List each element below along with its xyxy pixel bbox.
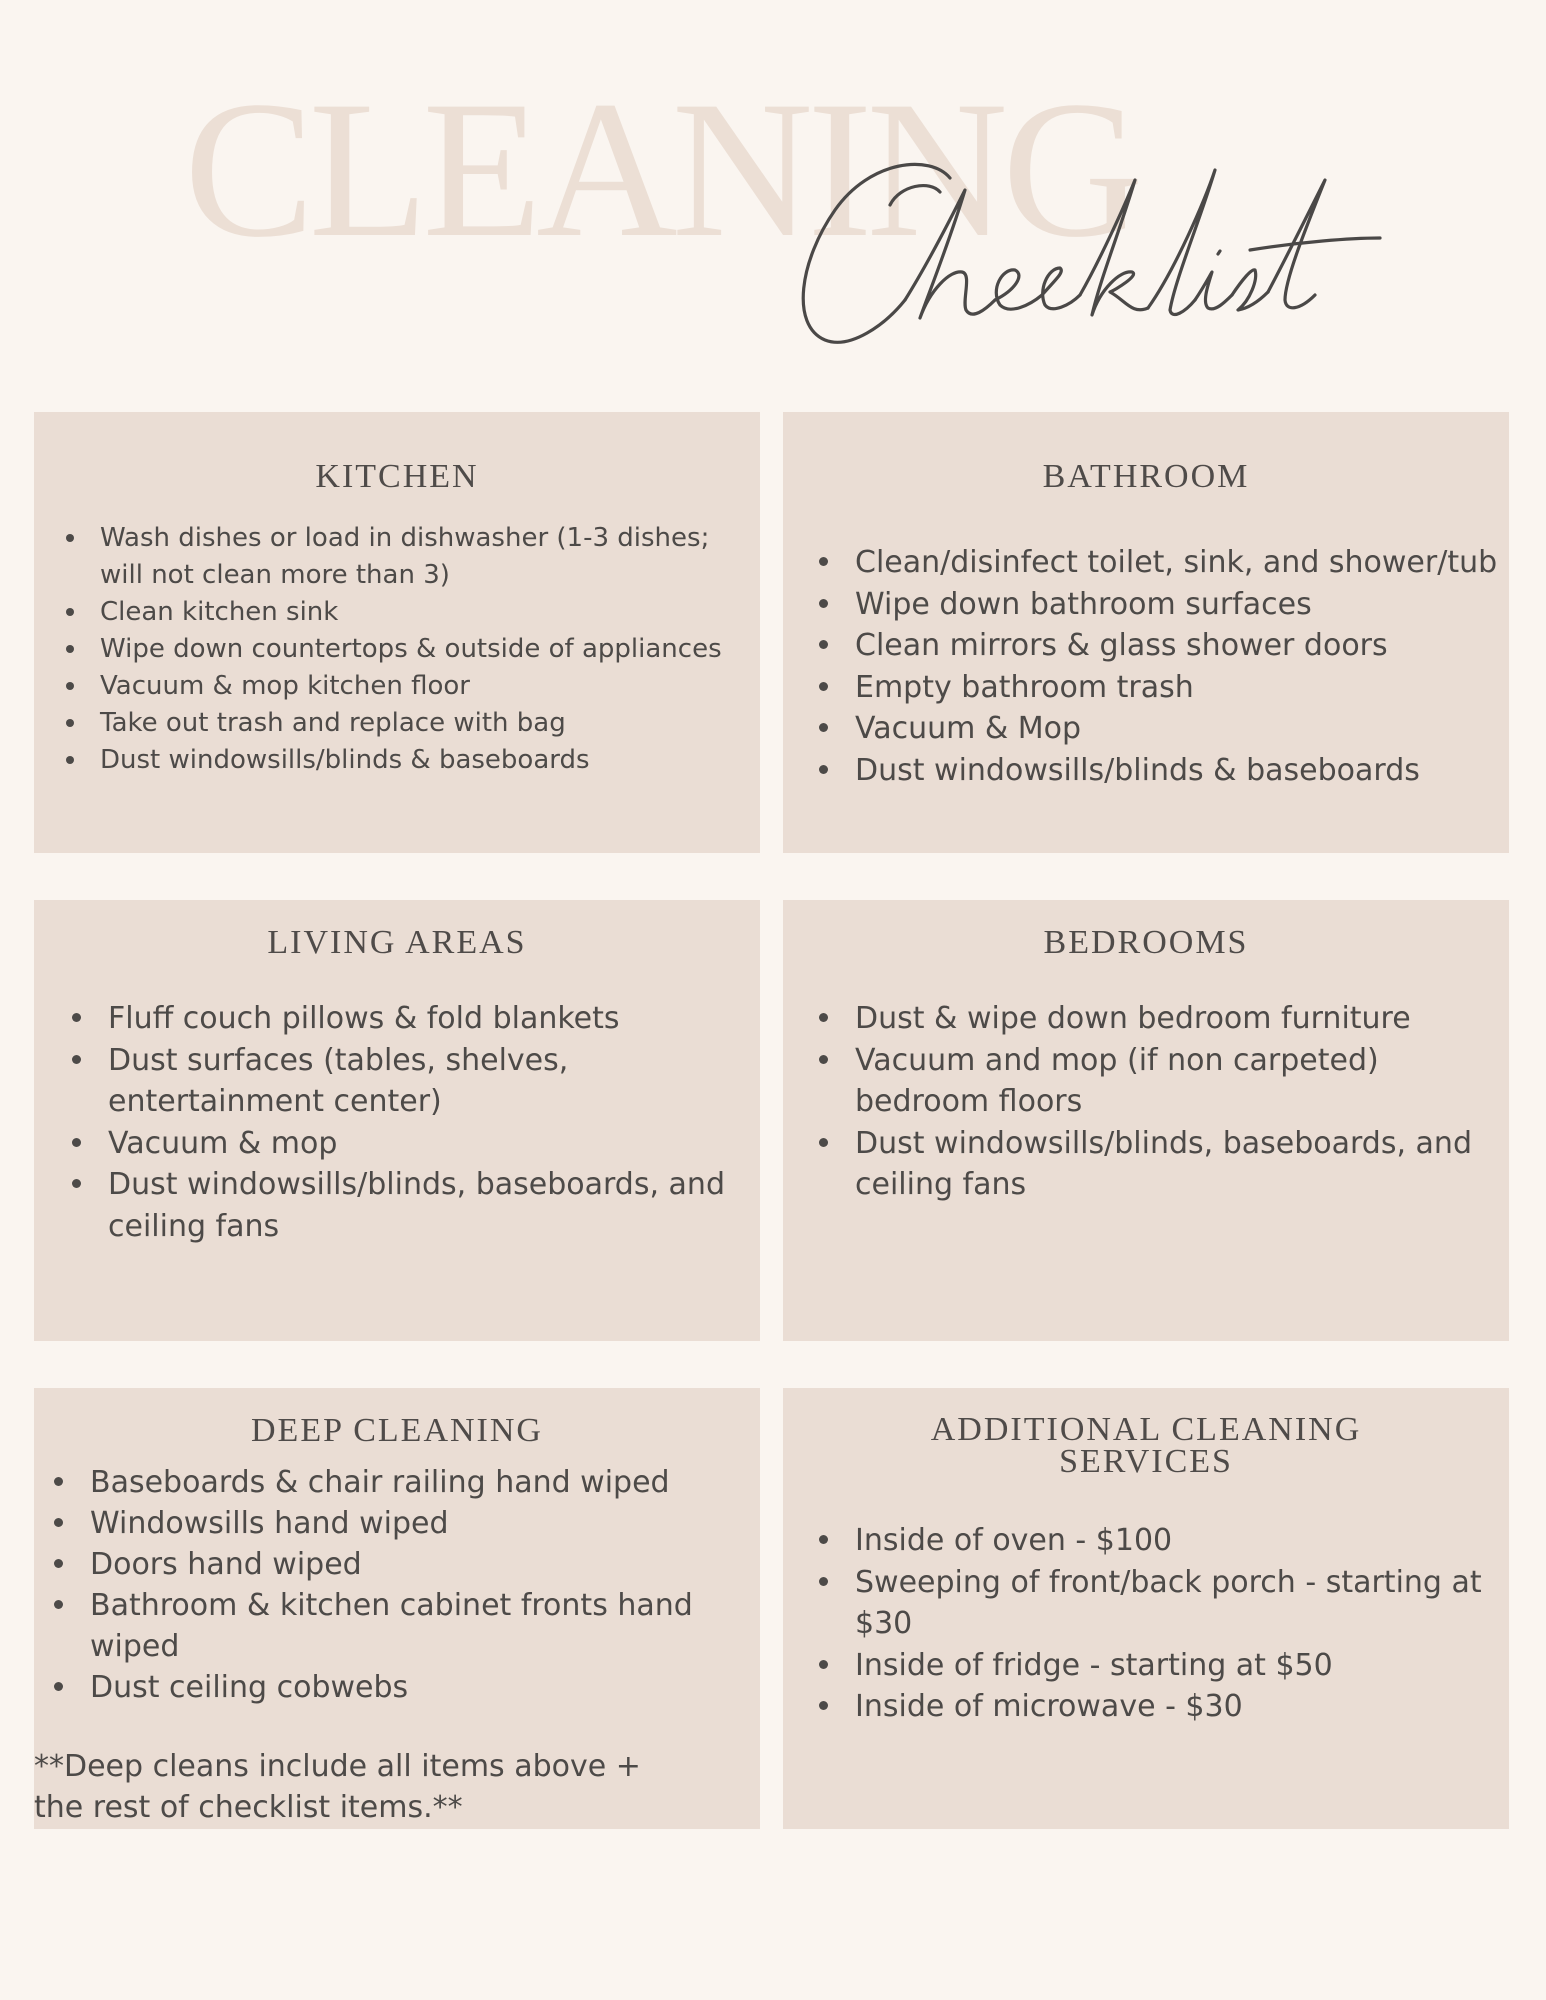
list-item: Windowsills hand wiped [54,1503,734,1544]
list-item: Clean mirrors & glass shower doors [819,625,1499,667]
list-item: Vacuum & mop kitchen floor [66,668,726,705]
list-item: Dust windowsills/blinds & baseboards [819,750,1499,792]
list-item: Inside of microwave - $30 [819,1686,1489,1728]
list-item: Dust & wipe down bedroom furniture [819,998,1489,1040]
list-item: Dust windowsills/blinds & baseboards [66,742,726,779]
list-item: Dust ceiling cobwebs [54,1667,734,1708]
list-item: Baseboards & chair railing hand wiped [54,1462,734,1503]
list-item: Dust windowsills/blinds, baseboards, and ceiling fans [72,1164,742,1247]
list-item: Fluff couch pillows & fold blankets [72,998,742,1040]
list-item: Empty bathroom trash [819,667,1499,709]
list-item: Clean/disinfect toilet, sink, and shower/tub [819,542,1499,584]
list-item: Bathroom & kitchen cabinet fronts hand wiped [54,1585,734,1667]
list-item: Vacuum & Mop [819,708,1499,750]
list-item: Take out trash and replace with bag [66,705,726,742]
bedrooms-title: BEDROOMS [1043,924,1249,961]
list-item: Vacuum & mop [72,1123,742,1165]
kitchen-card [34,412,760,853]
list-item: Clean kitchen sink [66,594,726,631]
deep-cleaning-card [34,1388,760,1829]
list-item: Vacuum and mop (if non carpeted) bedroom floors [819,1040,1489,1123]
kitchen-list [66,520,726,779]
list-item: Wipe down bathroom surfaces [819,584,1499,626]
bathroom-card [783,412,1509,853]
additional-services-list [819,1520,1489,1728]
list-item: Dust windowsills/blinds, baseboards, and ceiling fans [819,1123,1489,1206]
bedrooms-card [783,900,1509,1341]
living-areas-title: LIVING AREAS [267,924,527,961]
background-title-word: CLEANING [184,61,1138,278]
additional-services-title: ADDITIONAL CLEANING SERVICES [930,1411,1362,1480]
additional-services-card [783,1388,1509,1829]
checklist-script-lettering [780,150,1400,360]
deep-cleaning-title: DEEP CLEANING [251,1412,543,1449]
bathroom-list [819,542,1499,791]
list-item: Sweeping of front/back porch - starting at $30 [819,1562,1489,1645]
bedrooms-list [819,998,1489,1206]
living-areas-list [72,998,742,1247]
deep-cleaning-note: **Deep cleans include all items above + the rest of checklist items.** [34,1749,641,1825]
deep-cleaning-list [54,1462,734,1708]
living-areas-card [34,900,760,1341]
bathroom-title: BATHROOM [1042,458,1250,495]
list-item: Doors hand wiped [54,1544,734,1585]
list-item: Wipe down countertops & outside of appliances [66,631,726,668]
list-item: Inside of fridge - starting at $50 [819,1645,1489,1687]
list-item: Inside of oven - $100 [819,1520,1489,1562]
list-item: Dust surfaces (tables, shelves, entertainment center) [72,1040,742,1123]
script-title-checklist [780,150,1400,360]
list-item: Wash dishes or load in dishwasher (1-3 dishes; will not clean more than 3) [66,520,726,594]
kitchen-title: KITCHEN [315,458,479,495]
